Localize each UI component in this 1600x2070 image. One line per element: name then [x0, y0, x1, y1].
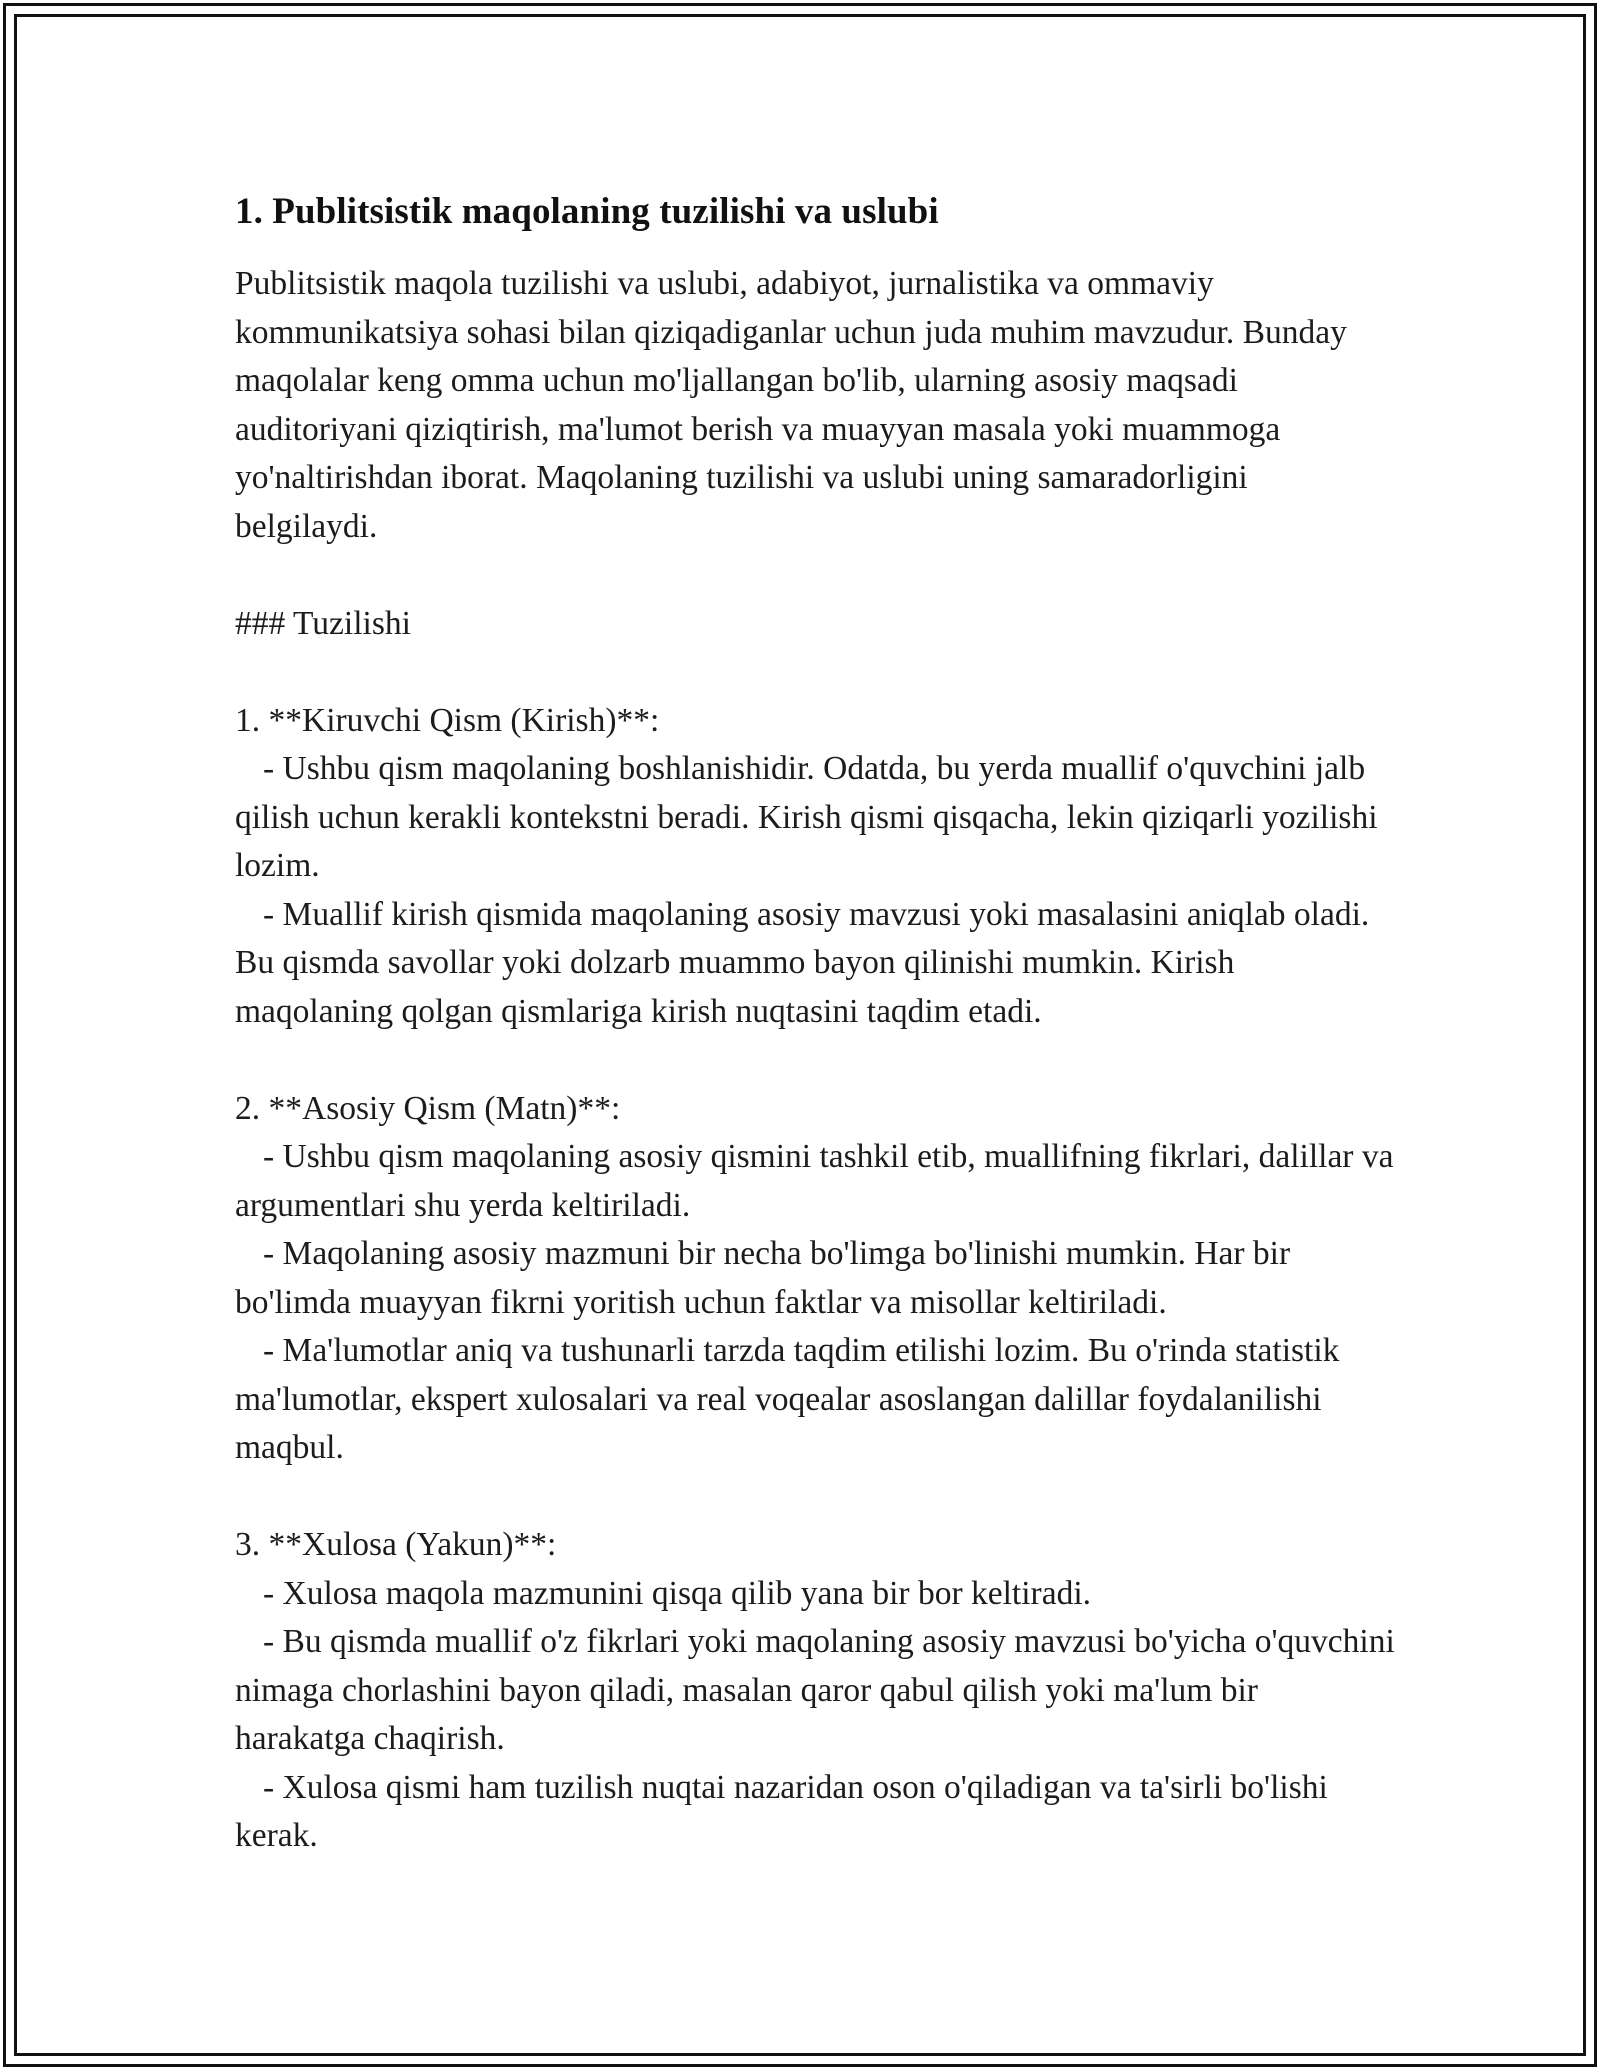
list-item [235, 1133, 1395, 1230]
section-kirish [235, 697, 1395, 1037]
list-item-text: - Maqolaning asosiy mazmuni bir necha bo'limga bo'linishi mumkin. Har bir bo'limda muayyan fikrni yoritish uchun faktlar va misollar keltiriladi. [235, 1235, 1291, 1321]
section-yakun [235, 1521, 1395, 1861]
intro-paragraph: Publitsistik maqola tuzilishi va uslubi, adabiyot, jurnalistika va ommaviy kommunikatsiya sohasi bilan qiziqadiganlar uchun juda muhim mavzudur. Bunday maqolalar keng omma uchun mo'ljallangan bo'lib, ularning asosiy maqsadi auditoriyani qiziqtirish, ma'lumot berish va muayyan masala yoki muammoga yo'naltirishdan iborat. Maqolaning tuzilishi va uslubi uning samaradorligini belgilaydi. [235, 265, 1347, 545]
spacer [235, 1036, 1395, 1085]
list-item-text: - Ushbu qism maqolaning asosiy qismini tashkil etib, muallifning fikrlari, dalillar va argumentlari shu yerda keltiriladi. [235, 1138, 1394, 1224]
section-heading-kirish: 1. **Kiruvchi Qism (Kirish)**: [235, 701, 660, 739]
spacer [235, 551, 1395, 600]
list-item-text: - Ushbu qism maqolaning boshlanishidir. Odatda, bu yerda muallif o'quvchini jalb qilish uchun kerakli kontekstni beradi. Kirish qismi qisqacha, lekin qiziqarli yozilishi lozim. [235, 750, 1378, 884]
section-matn [235, 1085, 1395, 1473]
list-item [235, 1618, 1395, 1764]
list-item-text: - Ma'lumotlar aniq va tushunarli tarzda taqdim etilishi lozim. Bu o'rinda statistik ma'lumotlar, ekspert xulosalari va real voqealar asoslangan dalillar foydalanilishi maqbul. [235, 1332, 1340, 1466]
spacer [235, 1473, 1395, 1522]
list-item-text: - Xulosa qismi ham tuzilish nuqtai nazaridan oson o'qiladigan va ta'sirli bo'lishi kerak. [235, 1768, 1328, 1854]
list-item [235, 1570, 1395, 1619]
list-item-text: - Xulosa maqola mazmunini qisqa qilib yana bir bor keltiradi. [263, 1574, 1091, 1612]
list-item [235, 745, 1395, 891]
list-item-text: - Bu qismda muallif o'z fikrlari yoki maqolaning asosiy mavzusi bo'yicha o'quvchini nimaga chorlashini bayon qiladi, masalan qaror qabul qilish yoki ma'lum bir harakatga chaqirish. [235, 1623, 1395, 1757]
spacer [235, 648, 1395, 697]
document-body [235, 188, 1395, 1861]
list-item [235, 1230, 1395, 1327]
section-heading-matn: 2. **Asosiy Qism (Matn)**: [235, 1089, 621, 1127]
list-item-text: - Muallif kirish qismida maqolaning asosiy mavzusi yoki masalasini aniqlab oladi. Bu qismda savollar yoki dolzarb muammo bayon qilinishi mumkin. Kirish maqolaning qolgan qismlariga kirish nuqtasini taqdim etadi. [235, 895, 1370, 1030]
section-heading-yakun: 3. **Xulosa (Yakun)**: [235, 1526, 557, 1563]
document-title: 1. Publitsistik maqolaning tuzilishi va uslubi [235, 191, 939, 232]
list-item [235, 891, 1395, 1037]
section-heading: ### Tuzilishi [235, 604, 411, 642]
list-item [235, 1764, 1395, 1861]
list-item [235, 1327, 1395, 1473]
